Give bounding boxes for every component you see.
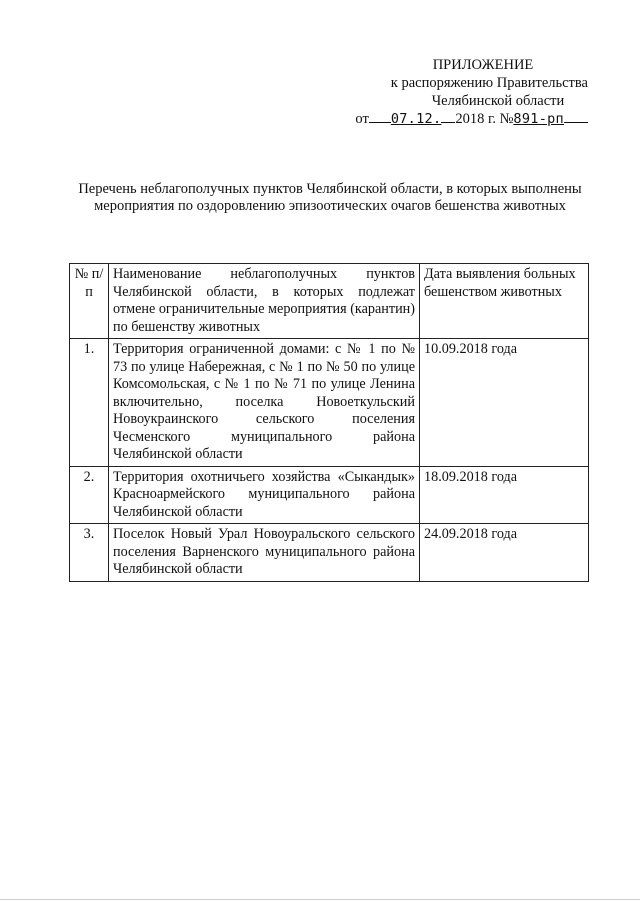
row-name: Территория ограниченной домами: с № 1 по № 73 по улице Набережная, с № 1 по № 50 по улице Комсомольская, с № 1 по № 71 по улице Ленина включительно, поселка Новоеткульский Новоукраинского сельского поселения Чесменского муниципального района Челябинской области bbox=[109, 339, 420, 467]
scan-edge-line bbox=[0, 899, 640, 900]
row-date: 10.09.2018 года bbox=[420, 339, 589, 467]
row-date: 24.09.2018 года bbox=[420, 524, 589, 582]
date-value: 07.12. bbox=[390, 111, 442, 127]
row-num: 1. bbox=[70, 339, 109, 467]
document-title: Перечень неблагополучных пунктов Челябинской области, в которых выполнены мероприятия по оздоровлению эпизоотических очагов бешенства животных bbox=[78, 181, 582, 214]
appendix-date-line bbox=[348, 110, 588, 128]
table-header-row bbox=[70, 264, 589, 339]
appendix-line-1: к распоряжению Правительства bbox=[390, 75, 588, 91]
pathology-table bbox=[69, 263, 589, 582]
row-num: 3. bbox=[70, 524, 109, 582]
table-row bbox=[70, 339, 589, 467]
header-date: Дата выявления больных бешенством животных bbox=[420, 264, 589, 339]
table-row bbox=[70, 524, 589, 582]
date-underline-right bbox=[441, 110, 455, 123]
row-name: Территория охотничьего хозяйства «Сыкандык» Красноармейского муниципального района Челябинской области bbox=[109, 466, 420, 524]
date-year: 2018 г. № bbox=[455, 111, 514, 127]
appendix-heading: ПРИЛОЖЕНИЕ bbox=[432, 57, 534, 73]
row-num: 2. bbox=[70, 466, 109, 524]
row-name: Поселок Новый Урал Новоуральского сельского поселения Варненского муниципального района Челябинской области bbox=[109, 524, 420, 582]
date-prefix: от bbox=[355, 111, 369, 127]
appendix-block bbox=[348, 56, 588, 128]
date-underline-left bbox=[369, 110, 391, 123]
table-row bbox=[70, 466, 589, 524]
row-date: 18.09.2018 года bbox=[420, 466, 589, 524]
number-underline bbox=[564, 110, 588, 123]
document-number: 891-рп bbox=[513, 111, 564, 127]
header-name: Наименование неблагополучных пунктов Челябинской области, в которых подлежат отмене ограничительные мероприятия (карантин) по бешенству животных bbox=[109, 264, 420, 339]
appendix-line-2: Челябинской области bbox=[431, 93, 565, 109]
header-num: № п/п bbox=[70, 264, 109, 339]
